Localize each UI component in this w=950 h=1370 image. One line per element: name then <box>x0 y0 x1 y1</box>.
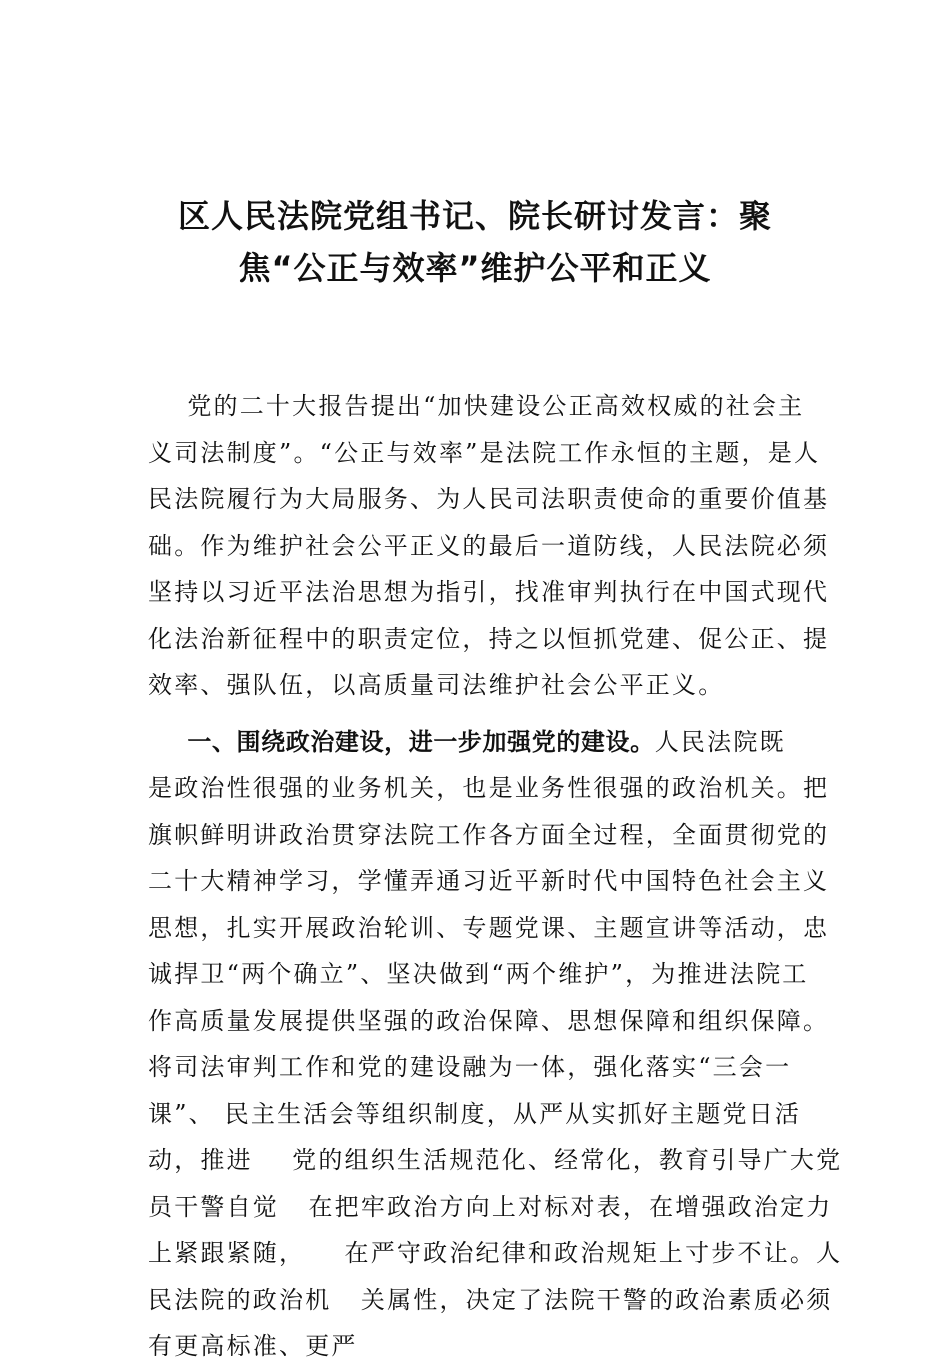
text-line: 效率、强队伍，以高质量司法维护社会公平正义。 <box>148 671 725 699</box>
text-span: 人民法院既 <box>654 727 786 756</box>
text-line: 课”、 民主生活会等组织制度，从严从实抓好主题党日活 <box>148 1099 802 1128</box>
text-line: 二十大精神学习，学懂弄通习近平新时代中国特色社会主义 <box>148 867 830 895</box>
text-line: 义司法制度”。“公正与效率”是法院工作永恒的主题，是人 <box>148 438 821 467</box>
paragraph-gap <box>148 709 818 719</box>
section-first-line <box>148 719 818 766</box>
text-line: 动，推进 党的组织生活规范化、经常化，教育引导广大党 <box>148 1146 843 1174</box>
text-line: 作高质量发展提供坚强的政治保障、思想保障和组织保障。 <box>148 1006 830 1035</box>
text-line: 是政治性很强的业务机关，也是业务性很强的政治机关。把 <box>148 774 830 802</box>
text-line: 将司法审判工作和党的建设融为一体，强化落实“三会一 <box>148 1053 792 1081</box>
text-line: 党的二十大报告提出“加快建设公正高效权威的社会主 <box>148 392 805 420</box>
paragraph-section-1 <box>148 719 843 1370</box>
text-line: 旗帜鲜明讲政治贯穿法院工作各方面全过程，全面贯彻党的 <box>148 820 830 849</box>
text-line: 诚捍卫“两个确立”、坚决做到“两个维护”，为推进法院工 <box>148 960 809 988</box>
document-title <box>110 190 840 294</box>
text-line: 员干警自觉 在把牢政治方向上对标对表，在增强政治定力 <box>148 1192 833 1221</box>
document-body <box>148 383 843 1370</box>
indent <box>148 728 187 756</box>
text-line: 思想，扎实开展政治轮训、专题党课、主题宣讲等活动，忠 <box>148 913 830 942</box>
title-line-2: 焦“公正与效率”维护公平和正义 <box>238 249 712 287</box>
text-line: 民法院的政治机 关属性，决定了法院干警的政治素质必须 <box>148 1285 833 1314</box>
text-line: 民法院履行为大局服务、为人民司法职责使命的重要价值基 <box>148 485 830 513</box>
title-line-1: 区人民法院党组书记、院长研讨发言：聚 <box>177 197 772 235</box>
text-line: 上紧跟紧随， 在严守政治纪律和政治规矩上寸步不让。人 <box>148 1239 843 1267</box>
text-line: 础。作为维护社会公平正义的最后一道防线，人民法院必须 <box>148 531 830 560</box>
text-line: 有更高标准、更严 <box>148 1332 358 1360</box>
paragraph-intro <box>148 383 830 709</box>
section-heading: 一、围绕政治建设，进一步加强党的建设。 <box>187 727 655 756</box>
text-line: 化法治新征程中的职责定位，持之以恒抓党建、促公正、提 <box>148 624 830 653</box>
text-line: 坚持以习近平法治思想为指引，找准审判执行在中国式现代 <box>148 578 830 606</box>
